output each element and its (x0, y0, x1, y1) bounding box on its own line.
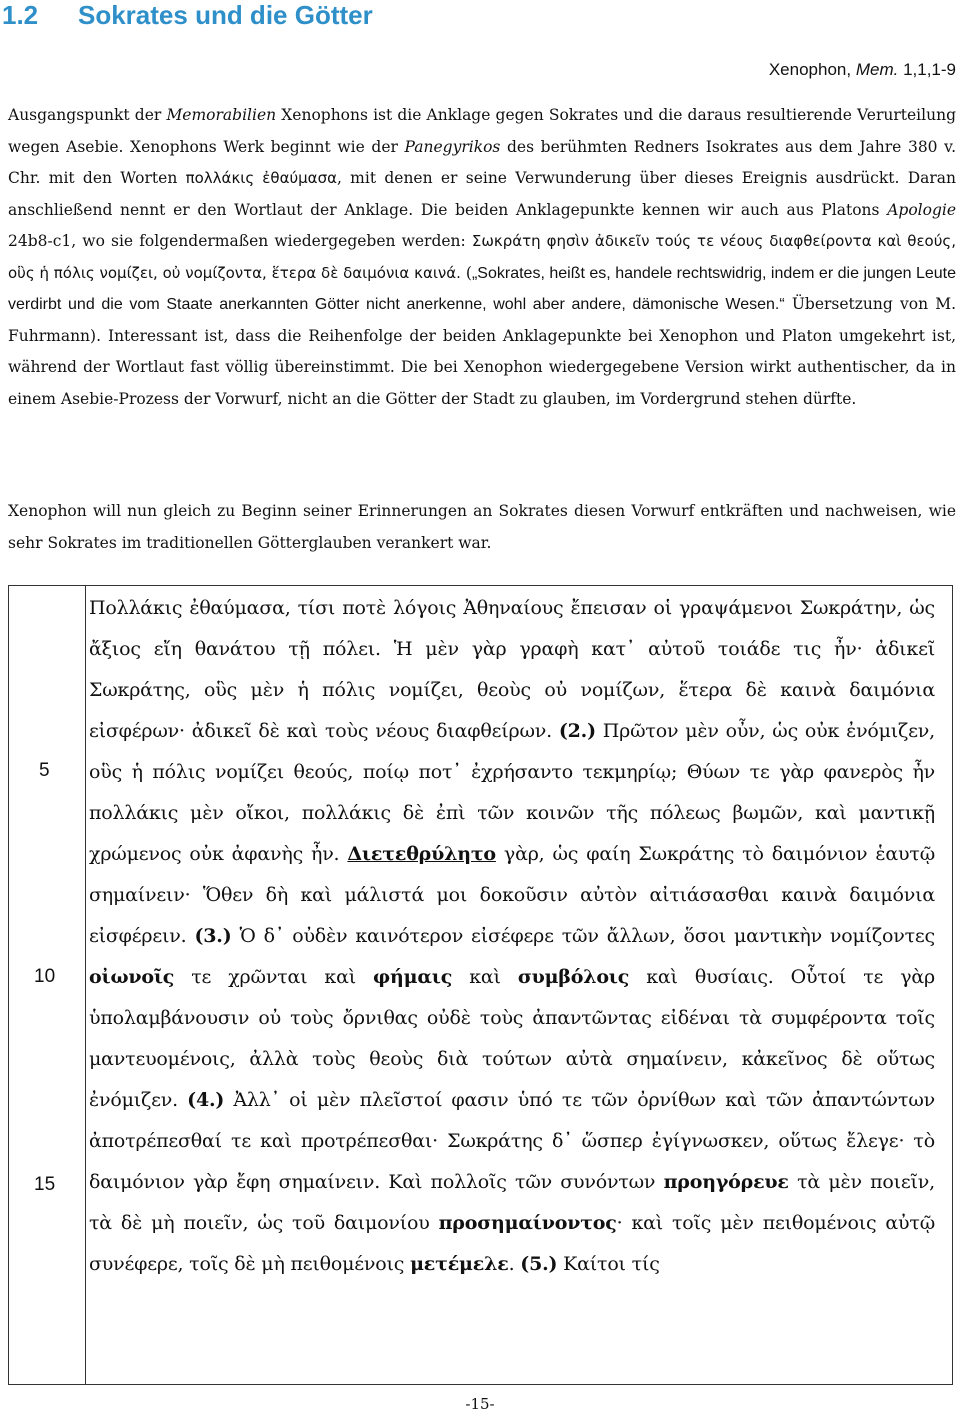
text-run: Übersetzung von M. Fuhrmann). Interessant ist, dass die Reihenfolge der beiden Anklagepunkte bei Xenophon und Platon umgekehrt ist, während der Wortlaut fast völlig übereinstimmt. Die bei Xenophon wiedergegebene Version wirkt authentischer, da in einem Asebie-Prozess der Vorwurf, nicht an die Götter der Stadt zu glauben, im Vordergrund stehen dürfte. (8, 295, 956, 408)
work-title: Memorabilien (166, 106, 277, 124)
line-number: 5 (39, 760, 50, 781)
section-marker: (2.) (558, 720, 596, 742)
section-marker: (3.) (194, 925, 232, 947)
line-number-column (9, 586, 86, 1384)
section-marker: (4.) (187, 1089, 225, 1111)
text-run: Ausgangspunkt der (8, 106, 167, 124)
text-run: des berühmten Redners Isokrates aus dem Jahre 380 v. Chr. mit den Worten (8, 137, 956, 187)
text-run: Xenophons ist die Anklage gegen Sokrates und die daraus resultierende Verurteilung wegen Asebie. Xenophons Werk beginnt wie der (8, 106, 956, 156)
section-marker: (5.) (520, 1253, 558, 1275)
text-run: 24b8-c1, wo sie folgendermaßen wiedergegeben werden: (8, 232, 472, 250)
greek-text: γὰρ, ὡς φαίη Σωκράτης τὸ δαιμόνιον ἑαυτῷ σημαίνειν· Ὅθεν δὴ καὶ μάλιστά μοι δοκοῦσιν αὐτὸν αἰτιάσασθαι καινὰ δαιμόνια εἰσφέρειν. (89, 843, 935, 947)
source-reference (769, 58, 956, 82)
section-number: 1.2 (2, 0, 39, 30)
greek-passage (89, 588, 935, 1285)
source-ref: 1,1,1-9 (903, 60, 956, 79)
page-number: -15- (465, 1395, 495, 1413)
source-author: Xenophon, (768, 60, 852, 79)
intro-paragraph (8, 100, 956, 415)
work-title: Panegyrikos (404, 137, 501, 156)
greek-text: . (508, 1253, 521, 1275)
greek-text: Καίτοι τίς (557, 1253, 660, 1275)
greek-quote: πολλάκις ἐθαύμασα (185, 169, 337, 187)
highlighted-word: οἰωνοῖς (89, 966, 175, 988)
translation-quote: „Sokrates, heißt es, handele rechtswidrig, indem er die jungen Leute verdirbt und die vom Staate anerkannten Götter nicht anerkenne, wohl aber andere, dämonische Wesen.“ (8, 264, 957, 313)
highlighted-word: μετέμελε (410, 1253, 509, 1275)
section-title: Sokrates und die Götter (78, 0, 373, 30)
text-run: ( (460, 263, 472, 282)
greek-text: Πολλάκις ἐθαύμασα, τίσι ποτὲ λόγοις Ἀθηναίους ἔπεισαν οἱ γραψάμενοι Σωκράτην, ὡς ἄξιος εἴη θανάτου τῇ πόλει. Ἡ μὲν γὰρ γραφὴ κατ᾽ αὐτοῦ τοιάδε τις ἦν· ἀδικεῖ Σωκράτης, οὓς μὲν ἡ πόλις νομίζει, θεοὺς οὐ νομίζων, ἕτερα δὲ καινὰ δαιμόνια εἰσφέρων· ἀδικεῖ δὲ καὶ τοὺς νέους διαφθείρων. (89, 597, 935, 742)
highlighted-word: συμβόλοις (517, 966, 630, 988)
highlighted-word: Διετεθρύλητο (347, 843, 496, 865)
greek-text: τε χρῶνται καὶ (174, 966, 374, 988)
greek-text: καὶ θυσίαις. Οὗτοί τε γὰρ ὑπολαμβάνουσιν οὐ τοὺς ὄρνιθας οὐδὲ τοὺς ἀπαντῶντας εἰδέναι τὰ συμφέροντα τοῖς μαντευομένοις, ἀλλὰ τοὺς θεοὺς διὰ τούτων αὐτὰ σημαίνειν, κἀκεῖνος δὲ οὕτως ἐνόμιζεν. (89, 966, 935, 1111)
greek-text: · καὶ τοῖς μὲν πειθομένοις αὐτῷ συνέφερε, τοῖς δὲ μὴ πειθομένοις (89, 1212, 935, 1275)
line-number: 10 (34, 966, 56, 987)
second-paragraph: Xenophon will nun gleich zu Beginn seiner Erinnerungen an Sokrates diesen Vorwurf entkräften und nachweisen, wie sehr Sokrates im traditionellen Götterglauben verankert war. (8, 502, 956, 552)
work-title: Apologie (887, 200, 956, 219)
highlighted-word: προηγόρευε (663, 1171, 789, 1193)
line-number: 15 (34, 1174, 56, 1195)
greek-text-box (8, 585, 953, 1385)
greek-quote: Σωκράτη φησὶν ἀδικεῖν τούς τε νέους διαφθείροντα καὶ θεούς, οὓς ἡ πόλις νομίζει, οὐ νομίζοντα, ἕτερα δὲ δαιμόνια καινά. (8, 232, 956, 282)
greek-text: τὰ μὲν ποιεῖν, τὰ δὲ μὴ ποιεῖν, ὡς τοῦ δαιμονίου (89, 1171, 935, 1234)
source-work: Mem. (855, 60, 899, 79)
section-heading (2, 0, 373, 30)
greek-text: καὶ (452, 966, 518, 988)
highlighted-word: φήμαις (373, 966, 453, 988)
highlighted-word: προσημαίνοντος (438, 1212, 617, 1234)
text-run: , mit denen er seine Verwunderung über dieses Ereignis ausdrückt. Daran anschließend nennt er den Wortlaut der Anklage. Die beiden Anklagepunkte kennen wir auch aus Platons (8, 169, 956, 219)
greek-text: Πρῶτον μὲν οὖν, ὡς οὐκ ἐνόμιζεν, οὓς ἡ πόλις νομίζει θεούς, ποίῳ ποτ᾽ ἐχρήσαντο τεκμηρίῳ; Θύων τε γὰρ φανερὸς ἦν πολλάκις μὲν οἴκοι, πολλάκις δὲ ἐπὶ τῶν κοινῶν τῆς πόλεως βωμῶν, καὶ μαντικῇ χρώμενος οὐκ ἀφανὴς ἦν. (89, 720, 935, 865)
greek-text: Ἀλλ᾽ οἱ μὲν πλεῖστοί φασιν ὑπό τε τῶν ὀρνίθων καὶ τῶν ἀπαντώντων ἀποτρέπεσθαί τε καὶ προτρέπεσθαι· Σωκράτης δ᾽ ὥσπερ ἐγίγνωσκεν, οὕτως ἔλεγε· τὸ δαιμόνιον γὰρ ἔφη σημαίνειν. Καὶ πολλοῖς τῶν συνόντων (89, 1089, 935, 1193)
greek-text: Ὁ δ᾽ οὐδὲν καινότερον εἰσέφερε τῶν ἄλλων, ὅσοι μαντικὴν νομίζοντες (231, 925, 935, 947)
